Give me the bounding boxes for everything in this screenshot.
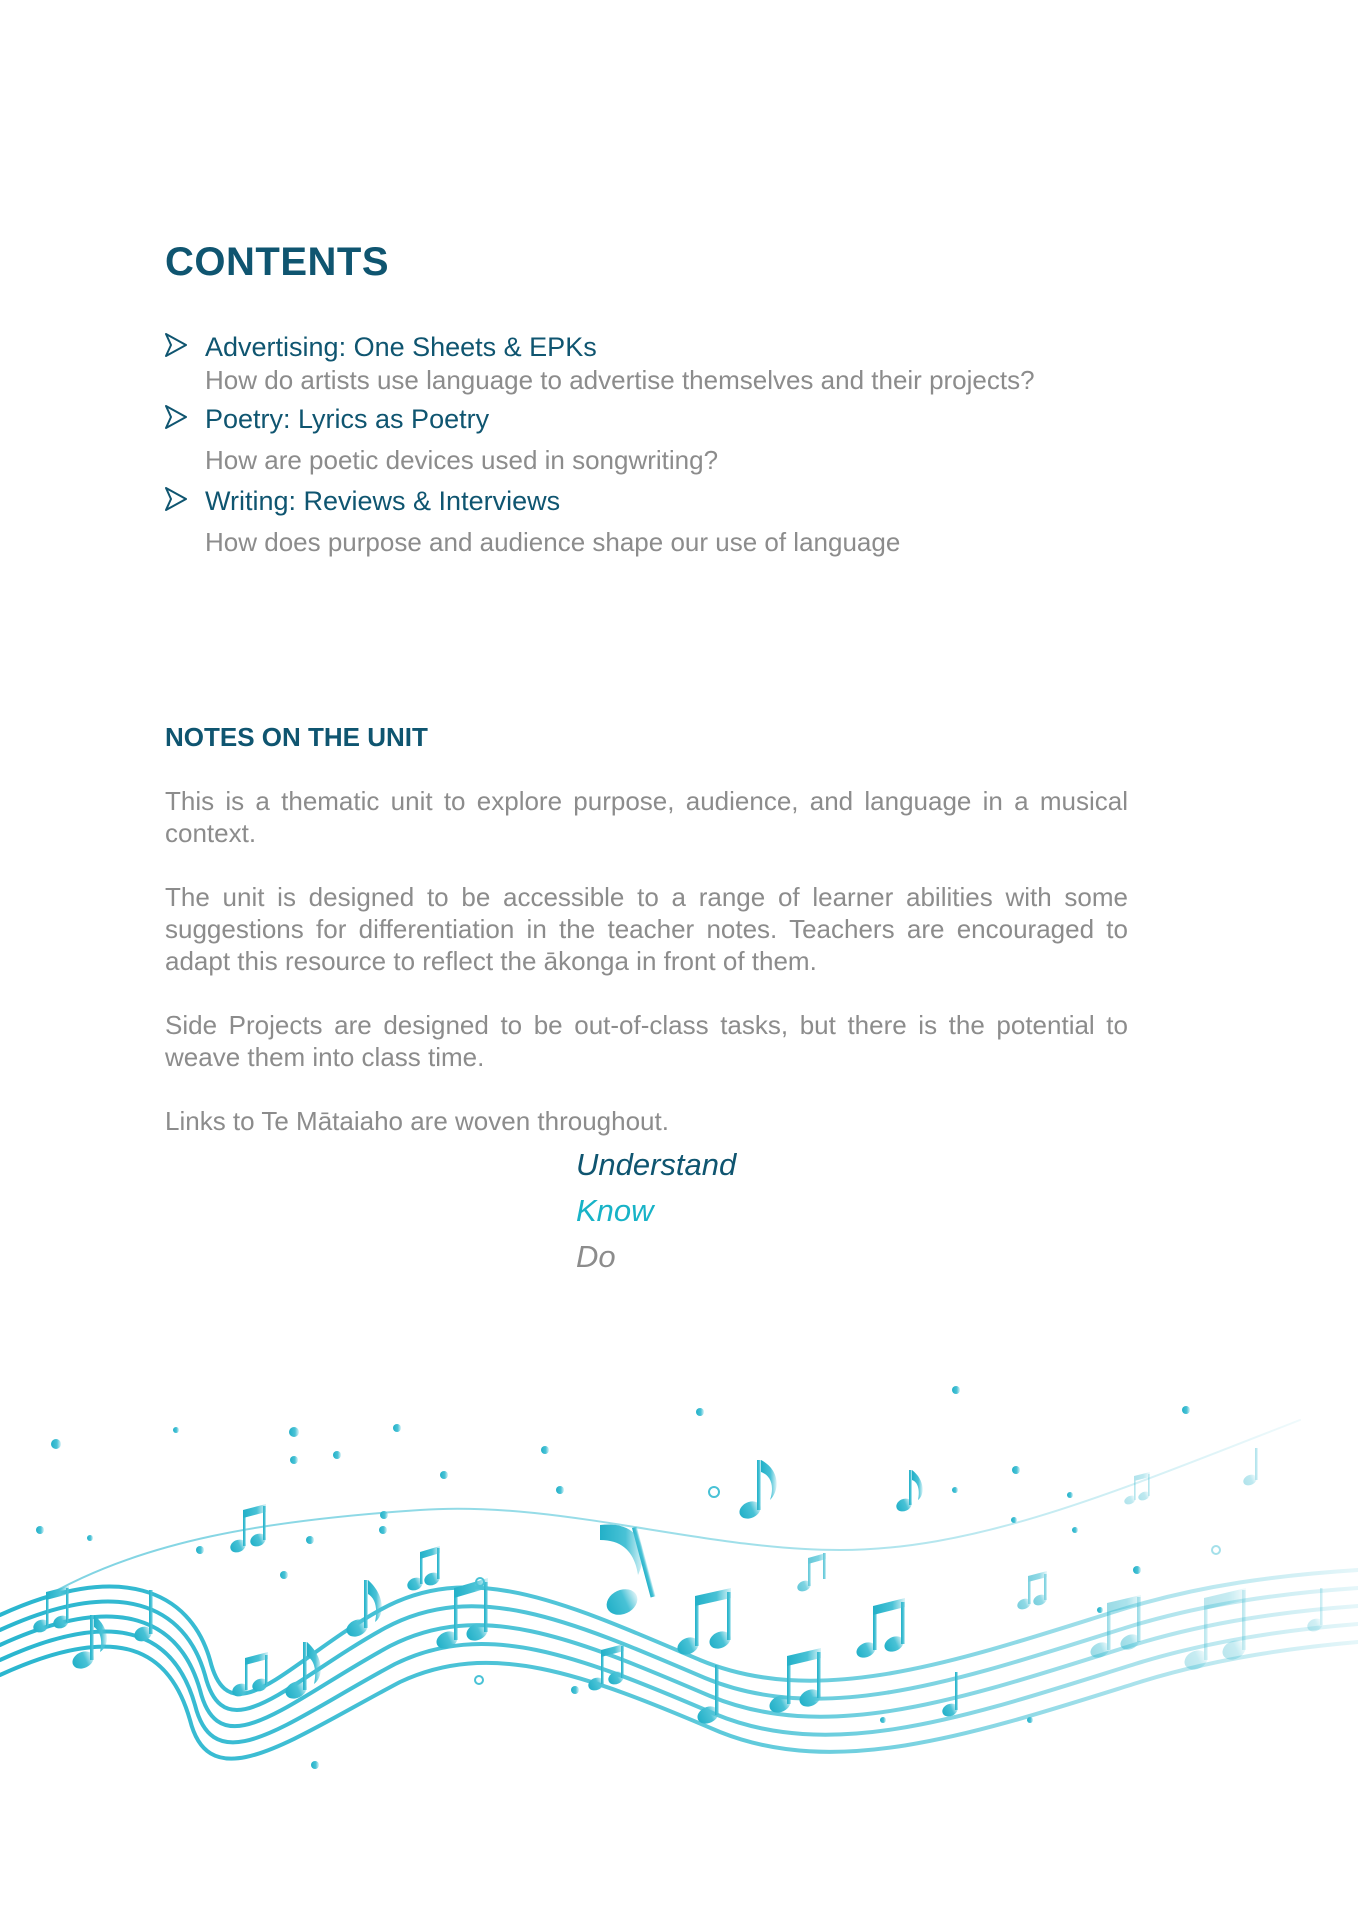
beamed-notes-icon [1016,1571,1049,1611]
do-label: Do [576,1239,616,1274]
staff-lines [0,1420,1358,1759]
beamed-notes-icon [405,1546,442,1593]
arrow-bullet-icon [165,404,187,430]
notes-paragraph: The unit is designed to be accessible to a range of learner abilities with some suggestions for differentiation in the teacher notes. Teachers are encouraged to adapt this resource to reflect the ākonga in front of them. [165,882,1128,976]
toc-item-question: How does purpose and audience shape our use of language [205,527,901,557]
eighth-note-icon [132,1590,154,1644]
notes-body [165,785,1128,1137]
arrow-bullet-icon [165,332,187,358]
arrow-bullet-icon [165,486,187,512]
contents-title: CONTENTS [165,240,389,284]
toc-entry-writing [165,484,1165,558]
beamed-notes-icon [675,1588,734,1658]
eighth-note-icon [600,1524,655,1619]
toc-item-question: How do artists use language to advertise themselves and their projects? [205,365,1035,395]
eighth-note-icon [1242,1448,1259,1487]
notes-heading: NOTES ON THE UNIT [165,722,428,752]
eighth-note-icon [70,1615,107,1672]
beamed-notes-icon [1123,1472,1151,1506]
toc-item-title[interactable]: Writing: Reviews & Interviews [205,486,561,516]
toc-entry-poetry [165,402,1165,476]
toc-item-title[interactable]: Poetry: Lyrics as Poetry [205,404,490,434]
toc-item-title[interactable]: Advertising: One Sheets & EPKs [205,332,597,362]
table-of-contents [165,330,1165,558]
understand-know-do-list [576,1142,736,1280]
know-label: Know [576,1193,654,1228]
notes-paragraph: Side Projects are designed to be out-of-class tasks, but there is the potential to weave them into class time. [165,1010,1128,1072]
eighth-note-icon [894,1470,922,1514]
understand-label: Understand [576,1147,737,1182]
toc-item-question: How are poetic devices used in songwriting? [205,445,719,475]
notes-paragraph: Links to Te Mātaiaho are woven throughout. [165,1106,669,1136]
toc-entry-advertising [165,330,1165,396]
music-notes-wave-illustration [0,1360,1358,1800]
notes-paragraph: This is a thematic unit to explore purpose, audience, and language in a musical context. [165,786,1128,848]
beamed-notes-icon [854,1598,906,1661]
eighth-note-icon [737,1460,777,1522]
beamed-notes-icon [796,1553,826,1593]
